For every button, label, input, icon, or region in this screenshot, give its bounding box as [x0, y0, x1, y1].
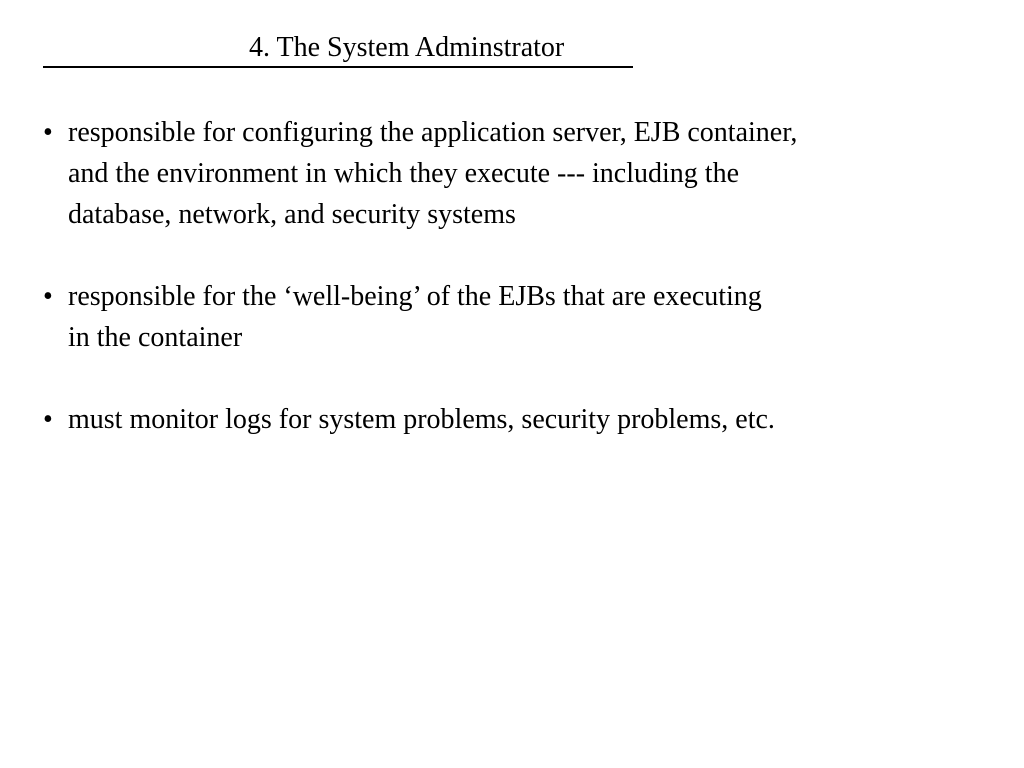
bullet-icon: •: [43, 404, 53, 435]
bullet-line: must monitor logs for system problems, security problems, etc.: [68, 404, 775, 435]
bullet-line: in the container: [68, 322, 243, 353]
bullet-icon: •: [43, 117, 53, 148]
bullet-item: [43, 399, 1003, 440]
bullet-item: [43, 112, 1003, 235]
bullet-line: and the environment in which they execute --- including the: [68, 158, 740, 189]
bullet-icon: •: [43, 281, 53, 312]
bullet-list: [43, 112, 1003, 481]
bullet-line: database, network, and security systems: [68, 199, 516, 230]
slide-title: 4. The System Adminstrator: [249, 32, 565, 63]
bullet-item: [43, 276, 1003, 358]
bullet-line: responsible for configuring the application server, EJB container,: [68, 117, 798, 148]
bullet-line: responsible for the ‘well-being’ of the EJBs that are executing: [68, 281, 762, 312]
